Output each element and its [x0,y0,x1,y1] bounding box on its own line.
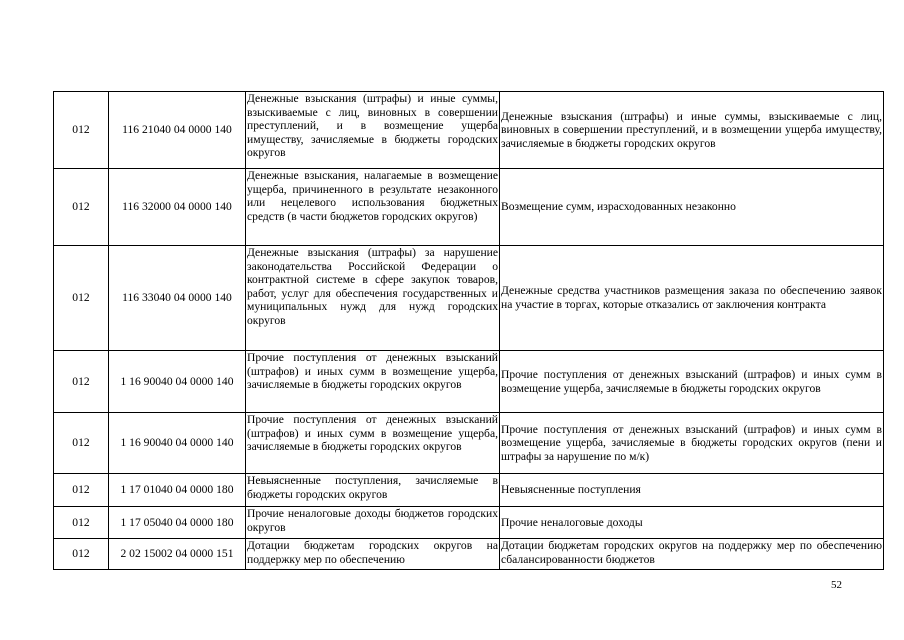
admin-code-cell: 012 [54,92,109,169]
table-row [54,169,884,246]
revenue-description-cell: Прочие поступления от денежных взысканий (штрафов) и иных сумм в возмещение ущерба, зачисляемые в бюджеты городских округов [500,351,884,413]
admin-code-cell: 012 [54,169,109,246]
revenue-description-cell: Возмещение сумм, израсходованных незаконно [500,169,884,246]
revenue-name-cell: Денежные взыскания, налагаемые в возмещение ущерба, причиненного в результате незаконного или нецелевого использования бюджетных средств (в части бюджетов городских округов) [246,169,500,246]
budget-code-cell: 116 33040 04 0000 140 [109,246,246,351]
admin-code-cell: 012 [54,413,109,474]
revenue-description-cell: Денежные взыскания (штрафы) и иные суммы, взыскиваемые с лиц, виновных в совершении преступлений, и в возмещении ущерба имуществу, зачисляемые в бюджеты городских округов [500,92,884,169]
revenue-codes-table [53,91,884,570]
admin-code-cell: 012 [54,474,109,507]
table-row [54,413,884,474]
revenue-description-cell: Денежные средства участников размещения заказа по обеспечению заявок на участие в торгах, которые отказались от заключения контракта [500,246,884,351]
revenue-name-cell: Прочие неналоговые доходы бюджетов городских округов [246,507,500,539]
table-row [54,351,884,413]
revenue-description-cell: Невыясненные поступления [500,474,884,507]
revenue-description-cell: Дотации бюджетам городских округов на поддержку мер по обеспечению сбалансированности бюджетов [500,539,884,570]
revenue-name-cell: Денежные взыскания (штрафы) за нарушение законодательства Российской Федерации о контрактной системе в сфере закупок товаров, работ, услуг для обеспечения государственных и муниципальных нужд для нужд городских округов [246,246,500,351]
budget-code-cell: 116 21040 04 0000 140 [109,92,246,169]
revenue-name-cell: Прочие поступления от денежных взысканий (штрафов) и иных сумм в возмещение ущерба, зачисляемые в бюджеты городских округов [246,351,500,413]
budget-code-cell: 1 16 90040 04 0000 140 [109,413,246,474]
revenue-name-cell: Прочие поступления от денежных взысканий (штрафов) и иных сумм в возмещение ущерба, зачисляемые в бюджеты городских округов [246,413,500,474]
revenue-description-cell: Прочие поступления от денежных взысканий (штрафов) и иных сумм в возмещение ущерба, зачисляемые в бюджеты городских округов (пени и штрафы за нарушение по м/к) [500,413,884,474]
revenue-description-cell: Прочие неналоговые доходы [500,507,884,539]
table-row [54,246,884,351]
admin-code-cell: 012 [54,351,109,413]
revenue-name-cell: Денежные взыскания (штрафы) и иные суммы, взыскиваемые с лиц, виновных в совершении преступлений, и в возмещение ущерба имуществу, зачисляемые в бюджеты городских округов [246,92,500,169]
admin-code-cell: 012 [54,246,109,351]
budget-code-cell: 116 32000 04 0000 140 [109,169,246,246]
budget-code-cell: 1 17 01040 04 0000 180 [109,474,246,507]
admin-code-cell: 012 [54,539,109,570]
budget-code-cell: 1 17 05040 04 0000 180 [109,507,246,539]
page-number: 52 [831,579,842,591]
revenue-name-cell: Дотации бюджетам городских округов на поддержку мер по обеспечению [246,539,500,570]
table-row [54,474,884,507]
table-row [54,539,884,570]
budget-code-cell: 2 02 15002 04 0000 151 [109,539,246,570]
revenue-name-cell: Невыясненные поступления, зачисляемые в бюджеты городских округов [246,474,500,507]
budget-code-cell: 1 16 90040 04 0000 140 [109,351,246,413]
table-row [54,507,884,539]
table-row [54,92,884,169]
admin-code-cell: 012 [54,507,109,539]
